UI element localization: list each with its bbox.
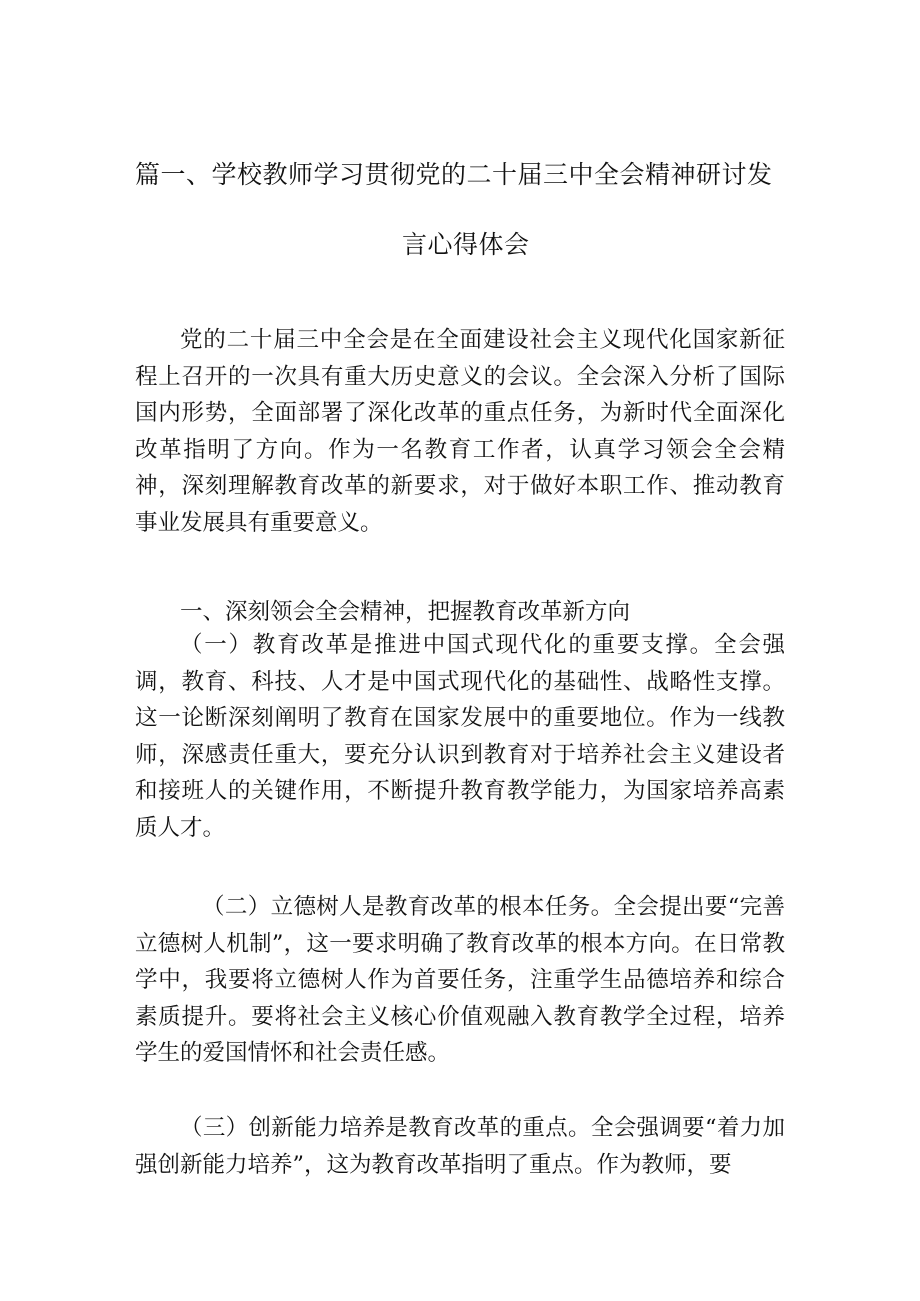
- intro-paragraph: 党的二十届三中全会是在全面建设社会主义现代化国家新征程上召开的一次具有重大历史意义的会议。全会深入分析了国际国内形势，全面部署了深化改革的重点任务，为新时代全面深化改革指明了方向。作为一名教育工作者，认真学习领会全会精神，深刻理解教育改革的新要求，对于做好本职工作、推动教育事业发展具有重要意义。: [135, 327, 785, 536]
- document-title-line-1: 篇一、学校教师学习贯彻党的二十届三中全会精神研讨发: [135, 160, 773, 189]
- document-title-line-2: 言心得体会: [402, 230, 530, 259]
- paragraph-point-2: （二）立德树人是教育改革的根本任务。全会提出要“完善立德树人机制”，这一要求明确了教育改革的根本方向。在日常教学中，我要将立德树人作为首要任务，注重学生品德培养和综合素质提升。要将社会主义核心价值观融入教育教学全过程，培养学生的爱国情怀和社会责任感。: [135, 894, 785, 1066]
- paragraph-point-1: （一）教育改革是推进中国式现代化的重要支撑。全会强调，教育、科技、人才是中国式现代化的基础性、战略性支撑。这一论断深刻阐明了教育在国家发展中的重要地位。作为一线教师，深感责任重大，要充分认识到教育对于培养社会主义建设者和接班人的关键作用，不断提升教育教学能力，为国家培养高素质人才。: [135, 632, 785, 841]
- section-heading-1: 一、深刻领会全会精神，把握教育改革新方向: [180, 599, 631, 625]
- paragraph-point-3: （三）创新能力培养是教育改革的重点。全会强调要“着力加强创新能力培养”，这为教育改革指明了重点。作为教师，要: [135, 1115, 785, 1178]
